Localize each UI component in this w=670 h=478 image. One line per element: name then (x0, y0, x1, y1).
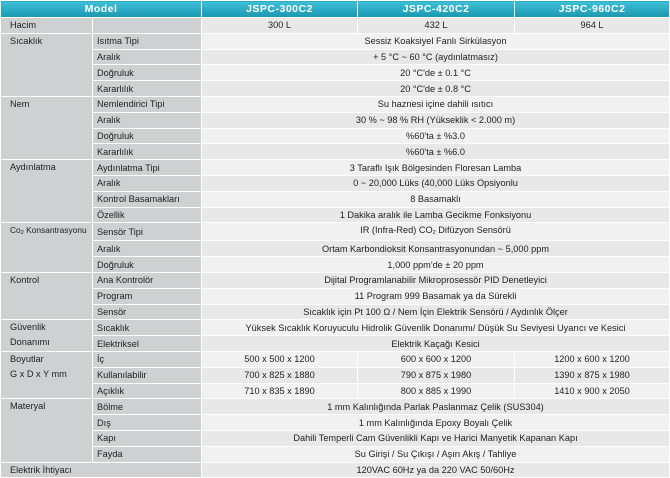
row-label: Doğruluk (93, 65, 202, 81)
table-row (1, 96, 670, 112)
value-cell: Ortam Karbondioksit Konsantrasyonundan ~ 5,000 ppm (202, 241, 670, 257)
category-elektrik: Elektrik İhtiyacı (1, 462, 202, 478)
value-cell: Su Girişi / Su Çıkışı / Aşırı Akış / Tahliye (202, 446, 670, 462)
value-cell: 710 x 835 x 1890 (202, 383, 358, 399)
row-label: Elektriksel (93, 336, 202, 352)
table-row (1, 288, 670, 304)
value-cell: 1 mm Kalınlığında Epoxy Boyalı Çelik (202, 415, 670, 431)
value-suffix: Difüzyon Sensörü (435, 225, 511, 236)
value-cell: 20 °C'de ± 0.1 °C (202, 65, 670, 81)
category-nem: Nem (1, 96, 93, 159)
value-cell: 964 L (515, 18, 670, 34)
category-guvenlik (1, 320, 93, 352)
row-label: Aydınlatma Tipi (93, 160, 202, 176)
category-line: G x D x Y mm (10, 368, 67, 379)
category-co2 (1, 223, 93, 273)
category-co2-prefix: Co (10, 225, 21, 236)
value-cell: 3 Taraflı Işık Bölgesinden Floresan Lamba (202, 160, 670, 176)
row-label: Sıcaklık (93, 320, 202, 336)
value-cell: 1,000 ppm'de ± 20 ppm (202, 257, 670, 273)
value-cell: 700 x 825 x 1880 (202, 367, 358, 383)
table-row (1, 191, 670, 207)
value-cell: Sıcaklık için Pt 100 Ω / Nem İçin Elektrik Sensörü / Aydınlık Ölçer (202, 304, 670, 320)
table-row (1, 160, 670, 176)
row-label: Kapı (93, 430, 202, 446)
table-row (1, 462, 670, 478)
row-label (93, 18, 202, 34)
category-sicaklik: Sıcaklık (1, 33, 93, 96)
row-label: Ana Kontrolör (93, 272, 202, 288)
row-label: Program (93, 288, 202, 304)
value-cell: Dahili Temperli Cam Güvenlikli Kapı ve Harici Manyetik Kapanan Kapı (202, 430, 670, 446)
row-label: Doğruluk (93, 128, 202, 144)
row-label: Aralık (93, 49, 202, 65)
table-row (1, 18, 670, 34)
table-row (1, 336, 670, 352)
table-row (1, 81, 670, 97)
value-cell (202, 223, 670, 241)
category-co2-subscript: 2 (20, 230, 24, 237)
table-row (1, 112, 670, 128)
value-cell: 600 x 600 x 1200 (358, 351, 515, 367)
value-cell: 1200 x 600 x 1200 (515, 351, 670, 367)
table-row (1, 128, 670, 144)
row-label: Aralık (93, 112, 202, 128)
row-label: Özellik (93, 207, 202, 223)
table-row (1, 367, 670, 383)
category-line: Boyutlar (10, 353, 44, 364)
table-row (1, 415, 670, 431)
row-label: Kullanılabilir (93, 367, 202, 383)
row-label: İç (93, 351, 202, 367)
value-cell: Sessiz Koaksiyel Fanlı Sirkülasyon (202, 33, 670, 49)
value-cell: 800 x 885 x 1990 (358, 383, 515, 399)
table-row (1, 175, 670, 191)
value-cell: Su haznesi içine dahili ısıtıcı (202, 96, 670, 112)
model-header: Model (1, 1, 202, 18)
row-label: Nemlendirici Tipi (93, 96, 202, 112)
row-label: Kararlılık (93, 144, 202, 160)
row-label: Isıtma Tipi (93, 33, 202, 49)
value-cell: Dijital Programlanabilir Mikroprosessör PID Denetleyici (202, 272, 670, 288)
value-cell: 790 x 875 x 1980 (358, 367, 515, 383)
table-row (1, 351, 670, 367)
value-cell: 432 L (358, 18, 515, 34)
value-cell: 1410 x 900 x 2050 (515, 383, 670, 399)
model-960-header: JSPC-960C2 (515, 1, 670, 18)
row-label: Doğruluk (93, 257, 202, 273)
row-label: Fayda (93, 446, 202, 462)
row-label: Aralık (93, 175, 202, 191)
value-cell: %60'ta ± %3.0 (202, 128, 670, 144)
table-row (1, 144, 670, 160)
value-cell: 1 Dakika aralık ile Lamba Gecikme Fonksiyonu (202, 207, 670, 223)
value-subscript: 2 (432, 230, 436, 237)
value-cell: 120VAC 60Hz ya da 220 VAC 50/60Hz (202, 462, 670, 478)
table-row (1, 320, 670, 336)
table-row (1, 65, 670, 81)
table-row (1, 399, 670, 415)
table-row (1, 257, 670, 273)
value-cell: 1390 x 875 x 1980 (515, 367, 670, 383)
category-kontrol: Kontrol (1, 272, 93, 319)
table-row (1, 33, 670, 49)
category-materyal: Materyal (1, 399, 93, 462)
row-category: Hacim (1, 18, 93, 34)
row-label: Açıklık (93, 383, 202, 399)
category-aydinlatma: Aydınlatma (1, 160, 93, 223)
category-co2-suffix: Konsantrasyonu (23, 225, 87, 236)
value-cell: 8 Basamaklı (202, 191, 670, 207)
category-line: Donanımı (10, 337, 50, 348)
row-label: Sensör Tipi (93, 223, 202, 241)
table-row (1, 223, 670, 241)
value-prefix: IR (Infra-Red) CO (360, 225, 433, 236)
value-cell: + 5 °C ~ 60 °C (aydınlatmasız) (202, 49, 670, 65)
table-row (1, 207, 670, 223)
header-row (1, 1, 670, 18)
table-row (1, 446, 670, 462)
row-label: Sensör (93, 304, 202, 320)
table-row (1, 383, 670, 399)
value-cell: %60'ta ± %6.0 (202, 144, 670, 160)
value-cell: 11 Program 999 Basamak ya da Sürekli (202, 288, 670, 304)
value-cell: 0 ~ 20,000 Lüks (40,000 Lüks Opsiyonlu (202, 175, 670, 191)
value-cell: 30 % ~ 98 % RH (Yükseklik < 2.000 m) (202, 112, 670, 128)
table-row (1, 49, 670, 65)
row-label: Kararlılık (93, 81, 202, 97)
model-420-header: JSPC-420C2 (358, 1, 515, 18)
table-row (1, 241, 670, 257)
value-cell: 1 mm Kalınlığında Parlak Paslanmaz Çelik (SUS304) (202, 399, 670, 415)
value-cell: Elektrik Kaçağı Kesici (202, 336, 670, 352)
model-300-header: JSPC-300C2 (202, 1, 358, 18)
table-row (1, 430, 670, 446)
row-label: Bölme (93, 399, 202, 415)
row-label: Kontrol Basamakları (93, 191, 202, 207)
value-cell: 300 L (202, 18, 358, 34)
row-label: Dış (93, 415, 202, 431)
row-label: Aralık (93, 241, 202, 257)
category-line: Güvenlik (10, 322, 46, 333)
value-cell: 20 °C'de ± 0.8 °C (202, 81, 670, 97)
table-row (1, 272, 670, 288)
category-boyutlar (1, 351, 93, 398)
value-cell: Yüksek Sıcaklık Koruyuculu Hidrolik Güvenlik Donanımı/ Düşük Su Seviyesi Uyarıcı ve Kesici (202, 320, 670, 336)
table-row (1, 304, 670, 320)
value-cell: 500 x 500 x 1200 (202, 351, 358, 367)
